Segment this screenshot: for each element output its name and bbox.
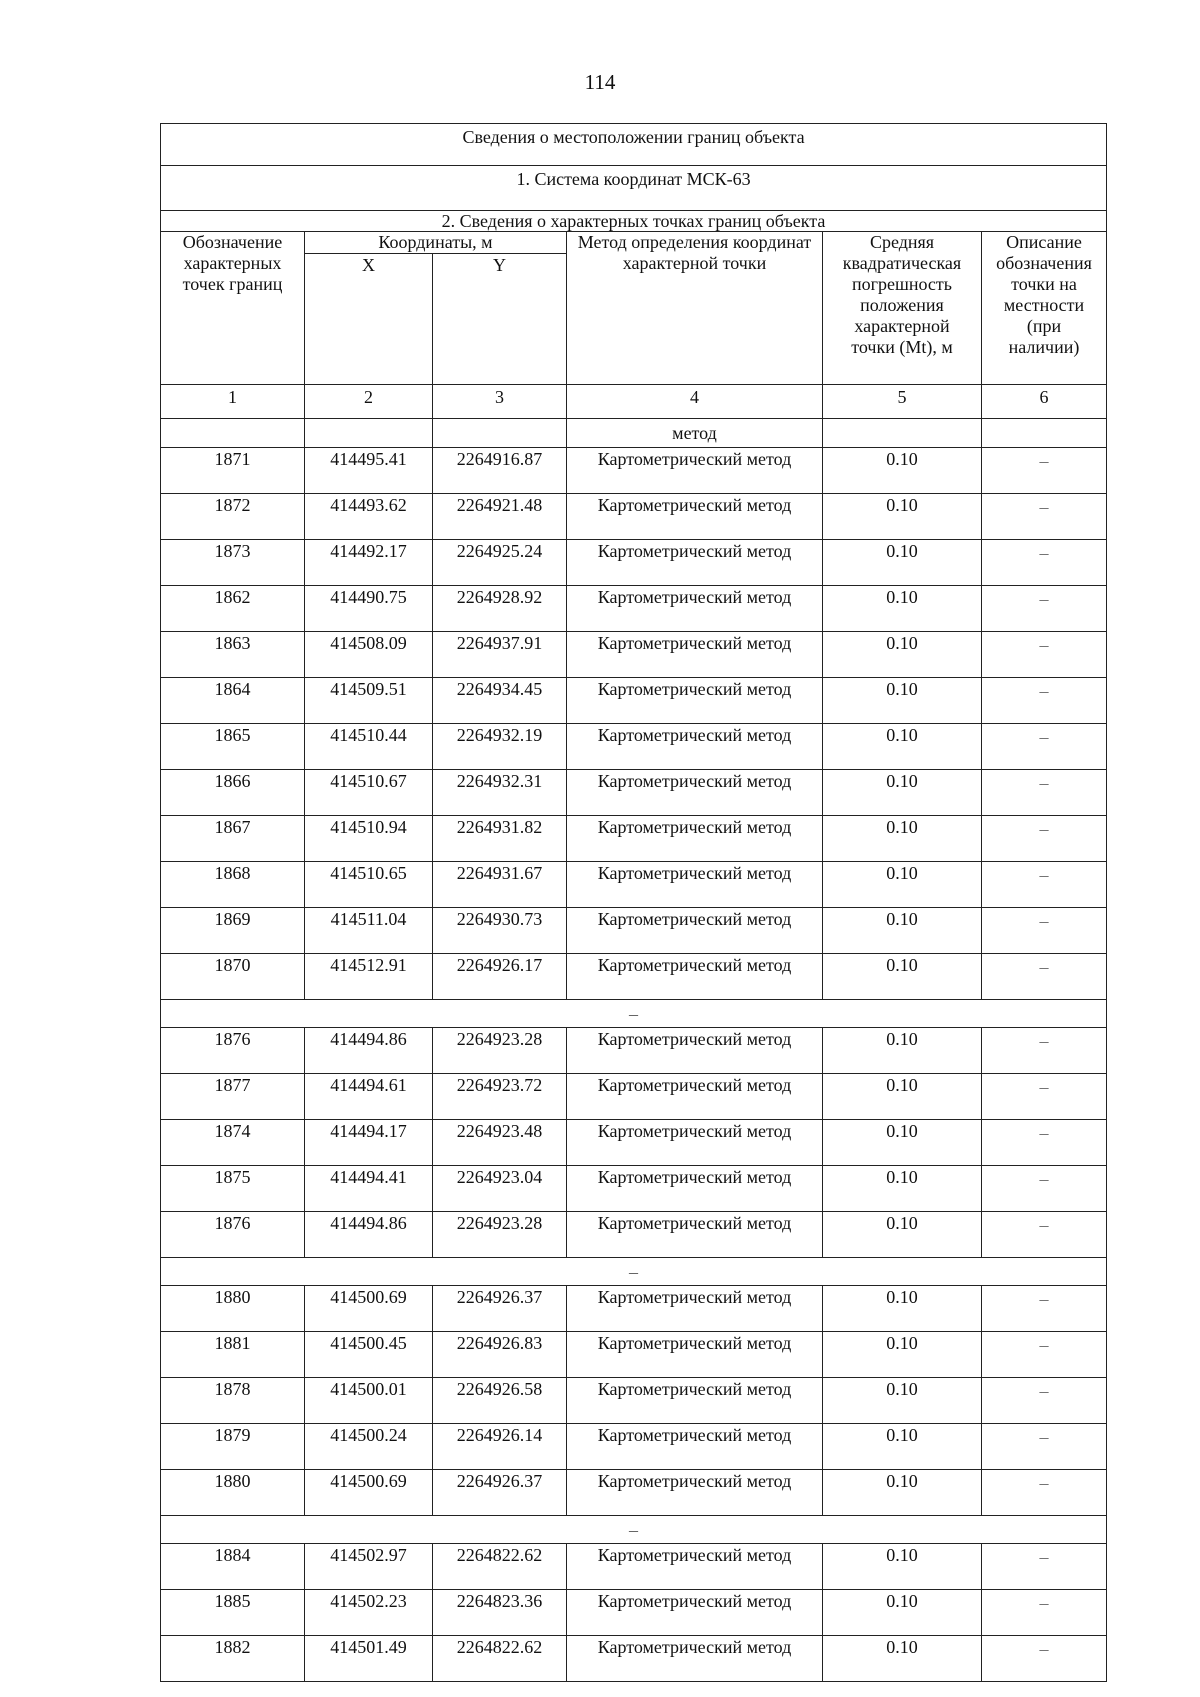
y-coordinate-cell: 2264932.19: [433, 724, 567, 770]
description-cell: –: [982, 862, 1107, 908]
x-coordinate-cell: 414500.69: [305, 1286, 433, 1332]
y-coordinate-cell: 2264934.45: [433, 678, 567, 724]
header-description-line: обозначения: [996, 253, 1092, 273]
y-coordinate-cell: 2264822.62: [433, 1544, 567, 1590]
point-cell: 1873: [161, 540, 305, 586]
description-cell: –: [982, 1332, 1107, 1378]
description-cell: –: [982, 1544, 1107, 1590]
method-cell: Картометрический метод: [567, 448, 823, 494]
description-cell: –: [982, 1590, 1107, 1636]
x-coordinate-cell: 414501.49: [305, 1636, 433, 1682]
y-coordinate-cell: 2264926.58: [433, 1378, 567, 1424]
x-coordinate-cell: 414502.23: [305, 1590, 433, 1636]
error-cell: 0.10: [823, 1378, 982, 1424]
description-cell: –: [982, 586, 1107, 632]
y-coordinate-cell: 2264823.36: [433, 1590, 567, 1636]
table-row: [161, 448, 1107, 494]
x-coordinate-cell: 414492.17: [305, 540, 433, 586]
method-cell: Картометрический метод: [567, 1286, 823, 1332]
error-cell: 0.10: [823, 1332, 982, 1378]
table-row: [161, 770, 1107, 816]
y-coordinate-cell: 2264923.04: [433, 1166, 567, 1212]
error-cell: 0.10: [823, 1166, 982, 1212]
point-cell: 1885: [161, 1590, 305, 1636]
x-coordinate-cell: 414511.04: [305, 908, 433, 954]
description-cell: –: [982, 724, 1107, 770]
point-cell: 1879: [161, 1424, 305, 1470]
method-cell: Картометрический метод: [567, 1212, 823, 1258]
x-coordinate-cell: 414494.41: [305, 1166, 433, 1212]
error-cell: 0.10: [823, 1424, 982, 1470]
group-separator-row: [161, 1258, 1107, 1286]
point-cell: 1876: [161, 1028, 305, 1074]
y-coordinate-cell: 2264923.28: [433, 1028, 567, 1074]
y-coordinate-cell: 2264926.83: [433, 1332, 567, 1378]
method-cell: Картометрический метод: [567, 494, 823, 540]
table-row: [161, 1286, 1107, 1332]
error-cell: 0.10: [823, 908, 982, 954]
method-cell: Картометрический метод: [567, 1120, 823, 1166]
table-row: [161, 1378, 1107, 1424]
x-coordinate-cell: 414500.01: [305, 1378, 433, 1424]
error-cell: 0.10: [823, 1028, 982, 1074]
error-cell: 0.10: [823, 862, 982, 908]
error-cell: 0.10: [823, 1590, 982, 1636]
column-number: 6: [982, 385, 1107, 419]
method-cell: Картометрический метод: [567, 816, 823, 862]
point-cell: 1865: [161, 724, 305, 770]
description-cell: –: [982, 1424, 1107, 1470]
description-cell: –: [982, 678, 1107, 724]
x-coordinate-cell: 414508.09: [305, 632, 433, 678]
y-coordinate-cell: 2264926.14: [433, 1424, 567, 1470]
y-coordinate-cell: 2264937.91: [433, 632, 567, 678]
method-cell: Картометрический метод: [567, 908, 823, 954]
table-row: [161, 1332, 1107, 1378]
method-cell: Картометрический метод: [567, 586, 823, 632]
table-row: [161, 1424, 1107, 1470]
x-coordinate-cell: 414494.86: [305, 1028, 433, 1074]
table-row: [161, 908, 1107, 954]
y-coordinate-cell: 2264923.48: [433, 1120, 567, 1166]
description-cell: –: [982, 1166, 1107, 1212]
header-description-line: наличии): [1008, 337, 1080, 357]
point-cell: 1870: [161, 954, 305, 1000]
description-cell: –: [982, 1212, 1107, 1258]
table-row: [161, 1166, 1107, 1212]
table-row: [161, 816, 1107, 862]
y-coordinate-cell: 2264926.37: [433, 1286, 567, 1332]
y-coordinate-cell: 2264926.17: [433, 954, 567, 1000]
x-coordinate-cell: 414510.44: [305, 724, 433, 770]
x-coordinate-cell: 414500.24: [305, 1424, 433, 1470]
table-row: [161, 1590, 1107, 1636]
method-cell: Картометрический метод: [567, 632, 823, 678]
error-cell: 0.10: [823, 1212, 982, 1258]
method-cell: Картометрический метод: [567, 862, 823, 908]
table-row: [161, 1028, 1107, 1074]
point-cell: 1866: [161, 770, 305, 816]
header-y: Y: [433, 254, 567, 385]
point-cell: 1876: [161, 1212, 305, 1258]
x-coordinate-cell: 414500.45: [305, 1332, 433, 1378]
table-row: [161, 1544, 1107, 1590]
y-coordinate-cell: 2264925.24: [433, 540, 567, 586]
point-cell: 1874: [161, 1120, 305, 1166]
error-cell: 0.10: [823, 1544, 982, 1590]
point-cell: 1884: [161, 1544, 305, 1590]
point-cell: 1868: [161, 862, 305, 908]
table-row: [161, 1120, 1107, 1166]
group-separator: –: [161, 1516, 1107, 1544]
y-coordinate-cell: 2264921.48: [433, 494, 567, 540]
section-title: 2. Сведения о характерных точках границ объекта: [161, 211, 1107, 232]
table-row: [161, 1074, 1107, 1120]
error-cell: 0.10: [823, 540, 982, 586]
table-row: [161, 678, 1107, 724]
y-coordinate-cell: 2264931.67: [433, 862, 567, 908]
y-coordinate-cell: 2264928.92: [433, 586, 567, 632]
error-cell: 0.10: [823, 1074, 982, 1120]
method-cell: Картометрический метод: [567, 1636, 823, 1682]
point-cell: 1880: [161, 1470, 305, 1516]
y-coordinate-cell: 2264926.37: [433, 1470, 567, 1516]
x-coordinate-cell: 414494.61: [305, 1074, 433, 1120]
coordinate-system: 1. Система координат МСК-63: [161, 166, 1107, 211]
point-cell: 1863: [161, 632, 305, 678]
error-cell: 0.10: [823, 632, 982, 678]
method-cell: Картометрический метод: [567, 1166, 823, 1212]
point-cell: 1880: [161, 1286, 305, 1332]
header-error: [823, 232, 982, 385]
error-cell: 0.10: [823, 1286, 982, 1332]
x-coordinate-cell: 414495.41: [305, 448, 433, 494]
description-cell: –: [982, 540, 1107, 586]
method-cell: Картометрический метод: [567, 724, 823, 770]
header-point: Обозначение характерных точек границ: [161, 232, 305, 385]
method-cell: Картометрический метод: [567, 1424, 823, 1470]
error-cell: 0.10: [823, 1636, 982, 1682]
error-cell: 0.10: [823, 494, 982, 540]
x-coordinate-cell: 414493.62: [305, 494, 433, 540]
header-method: Метод определения координат характерной точки: [567, 232, 823, 385]
point-cell: 1871: [161, 448, 305, 494]
description-cell: –: [982, 1028, 1107, 1074]
method-cell: Картометрический метод: [567, 678, 823, 724]
header-error-line: Средняя: [869, 232, 935, 252]
header-error-line: характерной: [854, 316, 950, 336]
empty-cell: [161, 419, 305, 448]
empty-cell: [433, 419, 567, 448]
y-coordinate-cell: 2264822.62: [433, 1636, 567, 1682]
x-coordinate-cell: 414502.97: [305, 1544, 433, 1590]
description-cell: –: [982, 1074, 1107, 1120]
page-number: 114: [584, 70, 616, 94]
header-error-line: положения: [860, 295, 944, 315]
table-row: [161, 1212, 1107, 1258]
x-coordinate-cell: 414500.69: [305, 1470, 433, 1516]
y-coordinate-cell: 2264932.31: [433, 770, 567, 816]
description-cell: –: [982, 1378, 1107, 1424]
description-cell: –: [982, 816, 1107, 862]
x-coordinate-cell: 414510.94: [305, 816, 433, 862]
error-cell: 0.10: [823, 1120, 982, 1166]
table-row: [161, 540, 1107, 586]
group-separator: –: [161, 1000, 1107, 1028]
header-description-line: точки на: [1011, 274, 1077, 294]
y-coordinate-cell: 2264916.87: [433, 448, 567, 494]
description-cell: –: [982, 954, 1107, 1000]
description-cell: –: [982, 770, 1107, 816]
description-cell: –: [982, 494, 1107, 540]
group-separator-row: [161, 1516, 1107, 1544]
error-cell: 0.10: [823, 724, 982, 770]
header-description-line: местности: [1003, 295, 1085, 315]
header-x: X: [305, 254, 433, 385]
table-row: [161, 1636, 1107, 1682]
point-cell: 1881: [161, 1332, 305, 1378]
continuation-cell: метод: [567, 419, 823, 448]
method-cell: Картометрический метод: [567, 1332, 823, 1378]
description-cell: –: [982, 448, 1107, 494]
table-row: [161, 494, 1107, 540]
method-cell: Картометрический метод: [567, 1590, 823, 1636]
method-cell: Картометрический метод: [567, 540, 823, 586]
table-title: Сведения о местоположении границ объекта: [161, 124, 1107, 166]
point-cell: 1882: [161, 1636, 305, 1682]
empty-cell: [982, 419, 1107, 448]
point-cell: 1862: [161, 586, 305, 632]
header-coords: Координаты, м: [305, 232, 567, 254]
description-cell: –: [982, 1636, 1107, 1682]
x-coordinate-cell: 414494.86: [305, 1212, 433, 1258]
column-number: 5: [823, 385, 982, 419]
error-cell: 0.10: [823, 816, 982, 862]
x-coordinate-cell: 414510.65: [305, 862, 433, 908]
point-cell: 1869: [161, 908, 305, 954]
method-cell: Картометрический метод: [567, 1028, 823, 1074]
x-coordinate-cell: 414509.51: [305, 678, 433, 724]
description-cell: –: [982, 1470, 1107, 1516]
method-cell: Картометрический метод: [567, 770, 823, 816]
column-number: 3: [433, 385, 567, 419]
y-coordinate-cell: 2264930.73: [433, 908, 567, 954]
method-cell: Картометрический метод: [567, 1470, 823, 1516]
empty-cell: [305, 419, 433, 448]
description-cell: –: [982, 632, 1107, 678]
point-cell: 1877: [161, 1074, 305, 1120]
x-coordinate-cell: 414490.75: [305, 586, 433, 632]
method-cell: Картометрический метод: [567, 1544, 823, 1590]
table-row: [161, 1470, 1107, 1516]
table-row: [161, 586, 1107, 632]
table-row: [161, 862, 1107, 908]
method-cell: Картометрический метод: [567, 1378, 823, 1424]
y-coordinate-cell: 2264923.72: [433, 1074, 567, 1120]
description-cell: –: [982, 908, 1107, 954]
header-error-line: квадратическая: [842, 253, 962, 273]
x-coordinate-cell: 414494.17: [305, 1120, 433, 1166]
point-cell: 1872: [161, 494, 305, 540]
column-number: 2: [305, 385, 433, 419]
header-description-line: (при: [1026, 316, 1062, 336]
table-row: [161, 724, 1107, 770]
error-cell: 0.10: [823, 954, 982, 1000]
header-error-line: точки (Mt), м: [851, 337, 953, 357]
y-coordinate-cell: 2264923.28: [433, 1212, 567, 1258]
y-coordinate-cell: 2264931.82: [433, 816, 567, 862]
header-error-line: погрешность: [851, 274, 952, 294]
boundary-points-table: [160, 123, 1107, 1682]
empty-cell: [823, 419, 982, 448]
error-cell: 0.10: [823, 448, 982, 494]
method-cell: Картометрический метод: [567, 954, 823, 1000]
description-cell: –: [982, 1286, 1107, 1332]
point-cell: 1867: [161, 816, 305, 862]
table-row: [161, 632, 1107, 678]
error-cell: 0.10: [823, 770, 982, 816]
group-separator-row: [161, 1000, 1107, 1028]
x-coordinate-cell: 414510.67: [305, 770, 433, 816]
point-cell: 1875: [161, 1166, 305, 1212]
method-cell: Картометрический метод: [567, 1074, 823, 1120]
x-coordinate-cell: 414512.91: [305, 954, 433, 1000]
group-separator: –: [161, 1258, 1107, 1286]
point-cell: 1864: [161, 678, 305, 724]
header-description-line: Описание: [1006, 232, 1082, 252]
column-number: 1: [161, 385, 305, 419]
table-row: [161, 954, 1107, 1000]
error-cell: 0.10: [823, 1470, 982, 1516]
header-description: [982, 232, 1107, 385]
error-cell: 0.10: [823, 678, 982, 724]
column-number: 4: [567, 385, 823, 419]
description-cell: –: [982, 1120, 1107, 1166]
error-cell: 0.10: [823, 586, 982, 632]
point-cell: 1878: [161, 1378, 305, 1424]
